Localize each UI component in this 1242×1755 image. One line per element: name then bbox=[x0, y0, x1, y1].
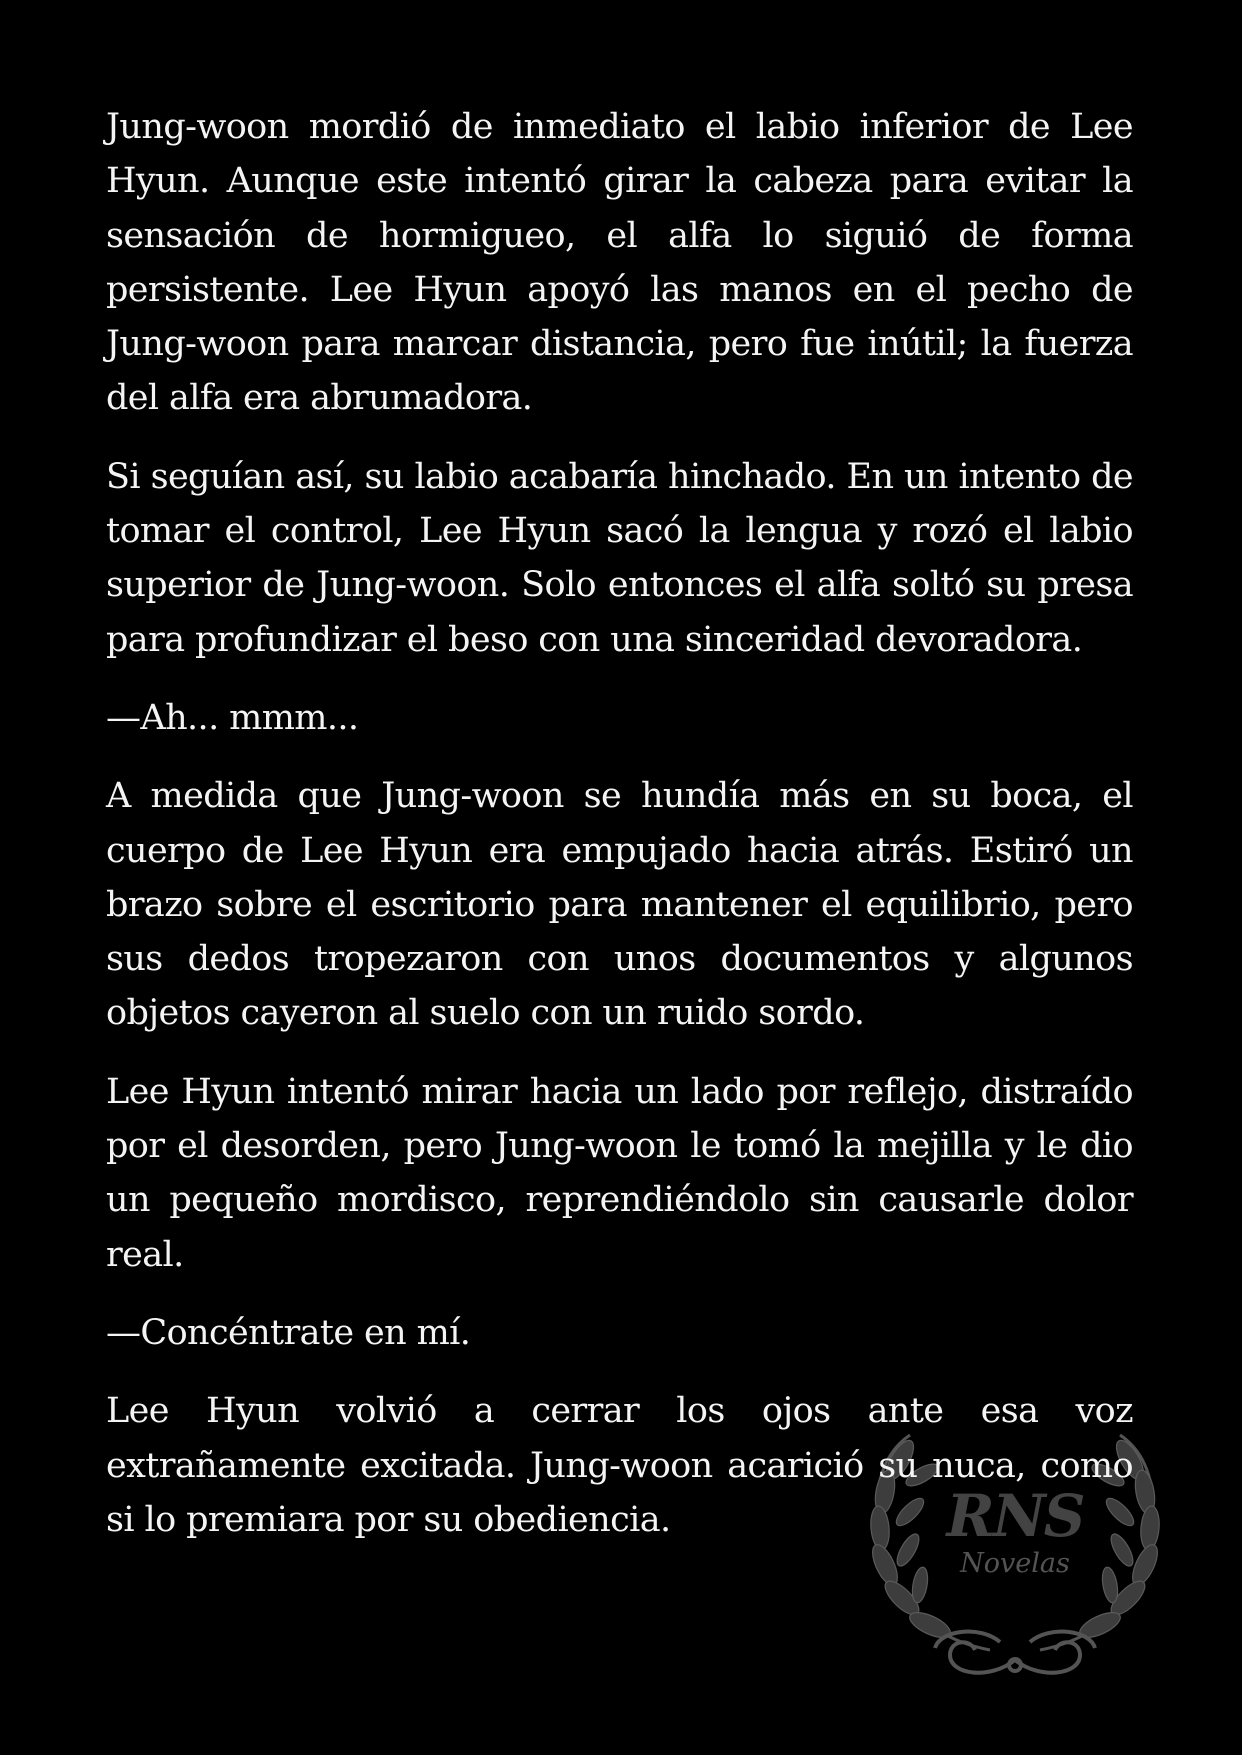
watermark-rns-text: RNS bbox=[946, 1482, 1084, 1550]
document-body bbox=[106, 100, 1133, 1571]
dialogue-line-1: —Ah... mmm... bbox=[106, 697, 359, 738]
paragraph-4: Lee Hyun intentó mirar hacia un lado por reflejo, distraído por el desorden, pero Jung-woon le tomó la mejilla y le dio un pequeño mordisco, reprendiéndolo sin causarle dolor real. bbox=[106, 1071, 1133, 1275]
paragraph-1: Jung-woon mordió de inmediato el labio inferior de Lee Hyun. Aunque este intentó girar la cabeza para evitar la sensación de hormigueo, el alfa lo siguió de forma persistente. Lee Hyun apoyó las manos en el pecho de Jung-woon para marcar distancia, pero fue inútil; la fuerza del alfa era abrumadora. bbox=[106, 107, 1133, 419]
paragraph-5: Lee Hyun volvió a cerrar los ojos ante esa voz extrañamente excitada. Jung-woon acarició su nuca, como si lo premiara por su obediencia. bbox=[106, 1391, 1133, 1540]
watermark-novelas-text: Novelas bbox=[960, 1548, 1070, 1579]
dialogue-line-2: —Concéntrate en mí. bbox=[106, 1312, 471, 1353]
paragraph-3: A medida que Jung-woon se hundía más en su boca, el cuerpo de Lee Hyun era empujado hacia atrás. Estiró un brazo sobre el escritorio para mantener el equilibrio, pero sus dedos tropezaron con unos documentos y algunos objetos cayeron al suelo con un ruido sordo. bbox=[106, 776, 1133, 1034]
paragraph-2: Si seguían así, su labio acabaría hinchado. En un intento de tomar el control, Lee Hyun sacó la lengua y rozó el labio superior de Jung-woon. Solo entonces el alfa soltó su presa para profundizar el beso con una sinceridad devoradora. bbox=[106, 456, 1133, 660]
